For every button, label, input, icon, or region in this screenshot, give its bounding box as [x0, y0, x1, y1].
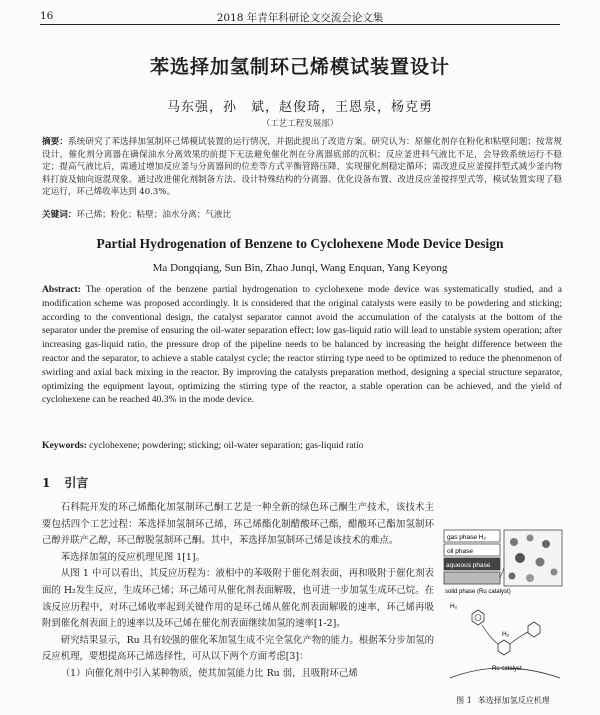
authors-cn: 马东强，孙 斌，赵俊琦，王恩泉，杨克勇 [166, 100, 433, 115]
particle [551, 569, 558, 576]
solid-phase-label: solid phase (Ru catalyst) [445, 589, 511, 595]
paper-title-cn: 苯选择加氢制环己烯模试装置设计 [149, 56, 450, 78]
keywords-en-text: cyclohexene; powdering; sticking; oil-water separation; gas-liquid ratio [89, 440, 364, 451]
particle [509, 573, 516, 580]
abstract-en-label: Abstract: [42, 284, 81, 295]
affiliation-cn: （工艺工程发展部） [261, 119, 339, 129]
gas-phase-label: gas phase H₂ [447, 534, 487, 541]
particle [527, 535, 534, 542]
oil-phase-label: oil phase [447, 548, 474, 555]
particle [536, 558, 545, 567]
journal-title: 2018 年青年科研论文交流会论文集 [216, 12, 384, 24]
figure-caption-text: 苯选择加氢反应机理 [477, 696, 550, 705]
aqueous-phase-label: aqueous phase [446, 562, 491, 569]
section-title: 引言 [64, 476, 89, 490]
paragraph: 从图 1 中可以看出，其反应历程为：液相中的苯吸附于催化剂表面，再和吸附于催化剂表面的 H₂发生反应，生成环己烯；环己烯可从催化剂表面解吸，也可进一步加氢生成环己烷。在该反应历程中，对环己烯收率起到关键作用的是环己烯从催化剂表面解吸的速率，环己烯再吸附到催化剂表面上的速率以及环己烯在催化剂表面继续加氢的速率[1-2]。 [42, 568, 434, 630]
page-header [40, 6, 560, 26]
paper-title-en: Partial Hydrogenation of Benzene to Cyclohexene Mode Device Design [96, 236, 504, 251]
keywords-en-label: Keywords: [42, 440, 87, 451]
particle [515, 553, 525, 563]
page-number: 16 [40, 10, 54, 22]
abstract-cn-label: 摘要： [42, 137, 69, 147]
particle [526, 574, 534, 582]
header-rule [40, 24, 560, 25]
keywords-cn [42, 208, 562, 220]
reaction-mechanism-figure [442, 528, 564, 688]
figure-caption [442, 695, 564, 706]
reaction-arrow [482, 625, 498, 644]
section-number: 1 [42, 476, 51, 490]
abstract-en [42, 283, 562, 407]
zoom-line [500, 568, 504, 578]
cyclohexane-ring-icon [528, 622, 540, 637]
keywords-en [42, 440, 562, 451]
particle [542, 540, 550, 548]
solid-phase-box [444, 572, 500, 584]
figure-number: 图 1 [456, 696, 472, 705]
benzene-ring-icon [472, 610, 484, 625]
aromatic-circle [475, 615, 481, 621]
keywords-cn-label: 关键词： [42, 210, 77, 220]
section-heading [42, 474, 88, 491]
particle [510, 538, 518, 546]
paragraph: 石科院开发的环己烯酯化加氢制环己酮工艺是一种全新的绿色环己酮生产技术，该技术主要包括四个工艺过程：苯选择加氢制环己烯，环己烯酯化制醋酸环己酯，醋酸环己酯加氢制环己醇并联产乙醇，环己醇脱氢制环己酮。其中，苯选择加氢制环己烯是该技术的难点。 [42, 502, 434, 547]
paragraph: 苯选择加氢的反应机理见图 1[1]。 [60, 551, 205, 563]
h2-label: H₂ [502, 631, 510, 638]
mechanism-diagram [442, 528, 564, 688]
abstract-en-text: The operation of the benzene partial hydrogenation to cyclohexene mode device was systematically studied, and a modification scheme was proposed accordingly. It is considered that the original catalysts were easily to be powdering and sticking; according to the conventional design, the catalyst separator cannot avoid the accumulation of the catalysts at the bottom of the separator under the premise of ensuring the oil-water separation effect; low gas-liquid ratio will lead to unstable system operation; after increasing gas-liquid ratio, the pressure drop of the pipeline needs to be balanced by increasing the height difference between the reactor and the separator, to achieve a stable catalyst cycle; the reactor stirring type need to be optimized to reduce the phenomenon of swirling and axial back mixing in the reactor. By improving the catalysts preparation method, designing a special structure separator, optimizing the equipment layout, optimizing the stirring type of the reactor, a stable operation can be achieved, and the yield of cyclohexene can be reached 40.3% in the mode device. [42, 284, 562, 406]
ru-catalyst-label: Ru catalyst [492, 666, 522, 672]
cyclohexene-ring-icon [498, 640, 510, 655]
authors-en: Ma Dongqiang, Sun Bin, Zhao Junqi, Wang Enquan, Yang Keyong [152, 262, 448, 274]
section-body [42, 500, 434, 683]
paragraph: 研究结果显示，Ru 具有较强的催化苯加氢生成不完全氢化产物的能力。根据苯分步加氢的反应机理，要想提高环己烯选择性，可从以下两个方面考虑[3]： [42, 634, 434, 663]
abstract-cn [42, 136, 562, 199]
paragraph: （1）向催化剂中引入某种物质，使其加氢能力比 Ru 弱，且吸附环己烯 [60, 667, 358, 679]
h2-label: H₂ [450, 603, 458, 610]
abstract-cn-text: 系统研究了苯选择加氢制环己烯模试装置的运行情况，并据此提出了改造方案。研究认为：原催化剂存在粉化和粘壁问题；按常规设计，催化剂分离器在确保油水分离效果的前提下无法避免催化剂在分离器底部的沉积；反应釜进料气液比不足，会导致系统运行不稳定；提高气液比后，需通过增加反应釜与分离器间的位差等方式平衡管路压降，实现催化剂稳定循环；需改进反应釜搅拌型式减少釜内物料打旋及轴向返混现象。通过改进催化剂制备方法、设计特殊结构的分离器、优化设备布置、改进反应釜搅拌型式等，模试装置实现了稳定运行，环己烯收率达到 40.3%。 [42, 137, 562, 197]
reaction-arrow [510, 632, 528, 644]
keywords-cn-text: 环己烯；粉化；粘壁；油水分离；气液比 [76, 210, 232, 220]
